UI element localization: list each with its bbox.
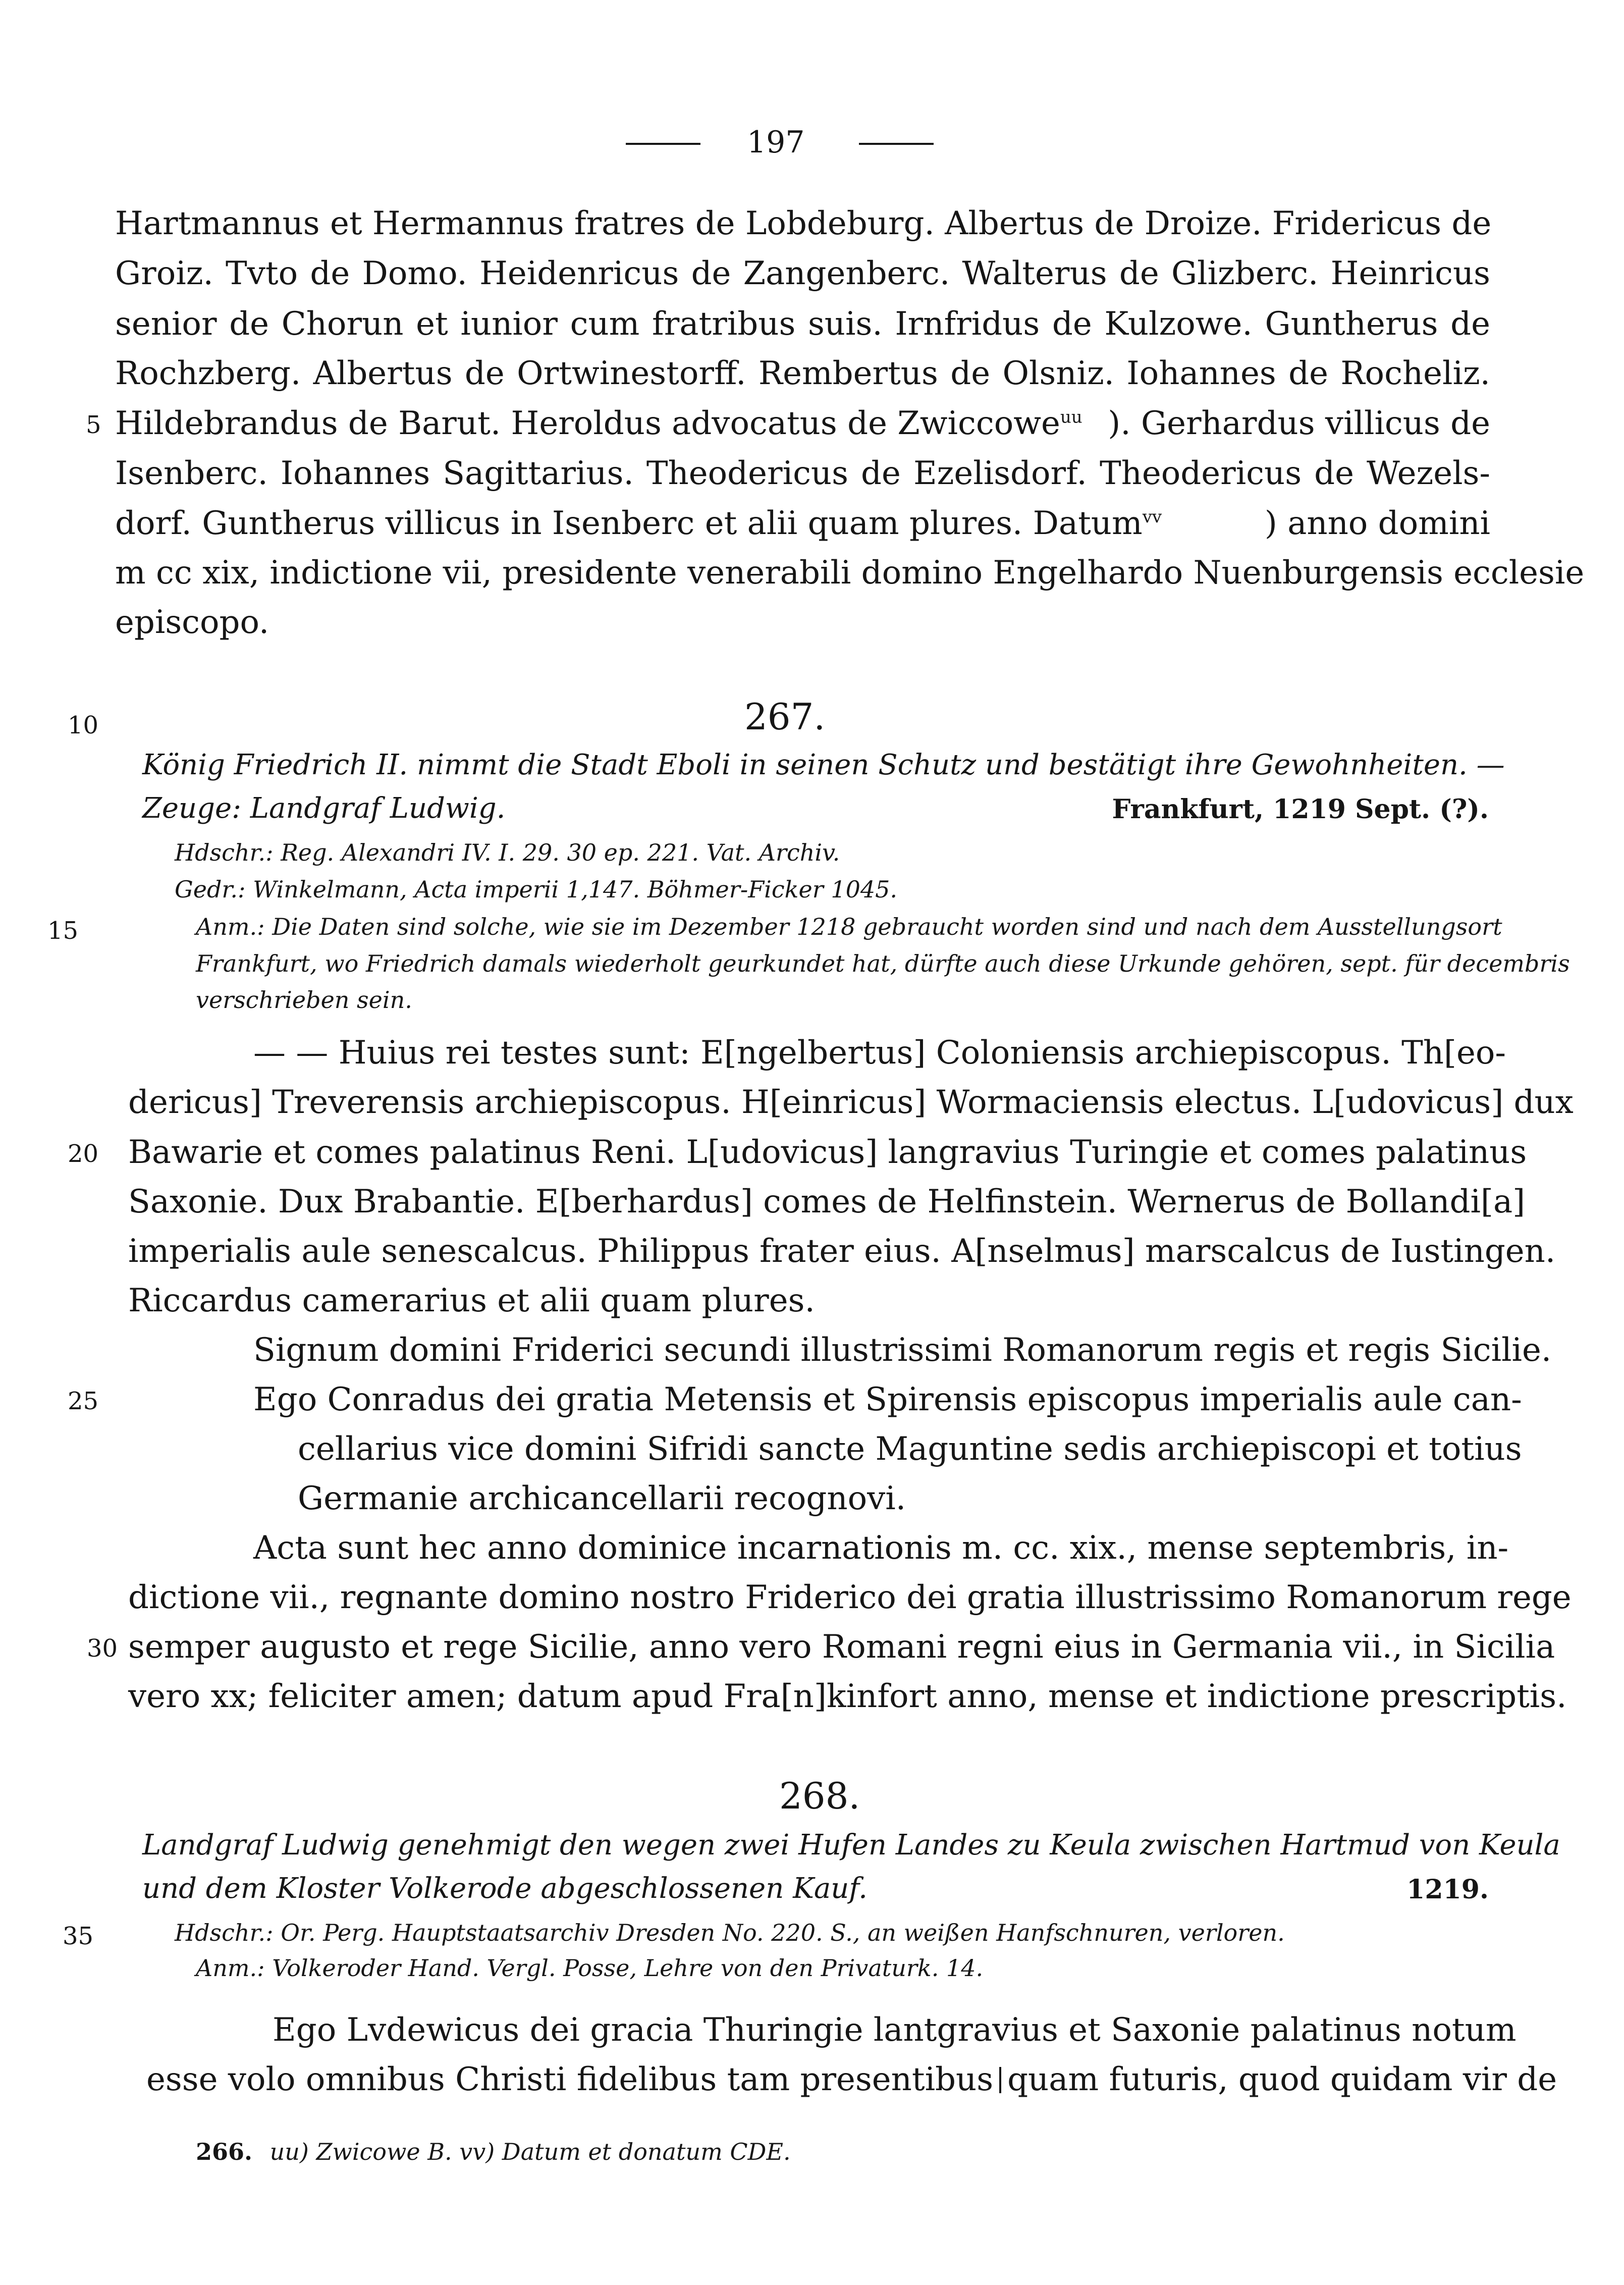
line-number: 30 [87, 1634, 118, 1663]
text-line [115, 407, 1490, 440]
date: 1219. [1406, 1874, 1489, 1905]
apparatus-note: Frankfurt, wo Friedrich damals wiederholt geurkundet hat, dürfte auch diese Urkunde gehören, sept. für decembris [196, 950, 1570, 977]
text-line: Rochzberg. Albertus de Ortwinestorff. Rembertus de Olsniz. Iohannes de Rocheliz. [115, 355, 1490, 392]
apparatus-note: Anm.: Volkeroder Hand. Vergl. Posse, Lehre von den Privaturk. 14. [196, 1954, 984, 1982]
text-run: esse volo omnibus Christi fidelibus tam presentibus quam futuris, quod quidam vir de [146, 2061, 1557, 2098]
text-line: Hartmannus et Hermannus fratres de Lobdeburg. Albertus de Droize. Fridericus de [115, 205, 1492, 242]
apparatus-note: Anm.: Die Daten sind solche, wie sie im Dezember 1218 gebraucht worden sind und nach dem Ausstellungsort [196, 913, 1502, 940]
text-line: imperialis aule senescalcus. Philippus frater eius. A[nselmus] marscalcus de Iustingen. [128, 1233, 1556, 1270]
line-number: 25 [68, 1387, 99, 1415]
text-line [115, 507, 1490, 540]
text-run: ) anno domini [1264, 505, 1490, 542]
line-number: 20 [68, 1140, 99, 1168]
regest: Zeuge: Landgraf Ludwig. [142, 792, 506, 825]
text-line: Isenberc. Iohannes Sagittarius. Theodericus de Ezelisdorf. Theodericus de Wezels- [115, 455, 1490, 492]
text-line: Riccardus camerarius et alii quam plures. [128, 1282, 815, 1319]
place-date: Frankfurt, 1219 Sept. (?). [1112, 794, 1489, 825]
apparatus-note: Gedr.: Winkelmann, Acta imperii 1,147. Böhmer-Ficker 1045. [175, 876, 898, 903]
line-number: 5 [86, 411, 101, 439]
text-run: ). Gerhardus villicus de [1108, 405, 1490, 442]
footnote-text: uu) Zwicowe B. vv) Datum et donatum CDE. [269, 2138, 791, 2165]
line-number: 15 [47, 917, 79, 945]
text-line: episcopo. [115, 604, 269, 641]
text-line: — — Huius rei testes sunt: E[ngelbertus] Coloniensis archiepiscopus. Th[eo- [253, 1034, 1506, 1072]
regest: König Friedrich II. nimmt die Stadt Eboli in seinen Schutz und bestätigt ihre Gewohnheiten. — [142, 749, 1505, 781]
text-run: dorf. Guntherus villicus in Isenberc et alii quam plures. Datum$^{vv}$ [115, 505, 1162, 542]
document-number: 267. [744, 696, 826, 738]
text-line: Saxonie. Dux Brabantie. E[berhardus] comes de Helfinstein. Wernerus de Bollandi[a] [128, 1183, 1526, 1220]
text-line: Groiz. Tvto de Domo. Heidenricus de Zangenberc. Walterus de Glizberc. Heinricus [115, 255, 1490, 292]
apparatus-note: verschrieben sein. [196, 986, 412, 1014]
footnote-marker: vv [1142, 507, 1162, 527]
apparatus-note: Hdschr.: Reg. Alexandri IV. I. 29. 30 ep. 221. Vat. Archiv. [175, 839, 840, 866]
line-number: 10 [68, 711, 99, 739]
page-break-marker [999, 2067, 1001, 2093]
text-line: dericus] Treverensis archiepiscopus. H[einricus] Wormaciensis electus. L[udovicus] dux [128, 1084, 1574, 1121]
footnote [196, 2140, 791, 2163]
text-line: Signum domini Friderici secundi illustrissimi Romanorum regis et regis Sicilie. [253, 1332, 1552, 1369]
regest: Landgraf Ludwig genehmigt den wegen zwei Hufen Landes zu Keula zwischen Hartmud von Keula [142, 1829, 1560, 1862]
text-line: semper augusto et rege Sicilie, anno vero Romani regni eius in Germania vii., in Sicilia [128, 1628, 1555, 1666]
text-line: Ego Lvdewicus dei gracia Thuringie lantgravius et Saxonie palatinus notum [273, 2011, 1517, 2049]
footnote-marker: uu [1060, 407, 1082, 428]
text-line: m cc xix, indictione vii, presidente venerabili domino Engelhardo Nuenburgensis ecclesie [115, 554, 1585, 592]
text-run: Hildebrandus de Barut. Heroldus advocatus de Zwiccowe$^{uu}$ [115, 405, 1082, 442]
text-line: vero xx; feliciter amen; datum apud Fra[n]kinfort anno, mense et indictione prescriptis. [128, 1678, 1567, 1715]
line-number: 35 [63, 1922, 94, 1950]
apparatus-note: Hdschr.: Or. Perg. Hauptstaatsarchiv Dresden No. 220. S., an weißen Hanfschnuren, verloren. [175, 1919, 1285, 1946]
page-number: 197 [747, 125, 805, 160]
header-dash-left [626, 143, 700, 145]
text-line: Germanie archicancellarii recognovi. [298, 1480, 906, 1517]
document-number: 268. [779, 1775, 860, 1817]
text-line [146, 2061, 1557, 2098]
regest: und dem Kloster Volkerode abgeschlossenen Kauf. [142, 1872, 868, 1905]
header-dash-right [859, 143, 934, 145]
text-line: senior de Chorun et iunior cum fratribus suis. Irnfridus de Kulzowe. Guntherus de [115, 305, 1490, 343]
text-line: Ego Conradus dei gratia Metensis et Spirensis episcopus imperialis aule can- [253, 1381, 1522, 1418]
text-line: Bawarie et comes palatinus Reni. L[udovicus] langravius Turingie et comes palatinus [128, 1134, 1527, 1171]
text-line: cellarius vice domini Sifridi sancte Maguntine sedis archiepiscopi et totius [298, 1430, 1522, 1468]
text-line: Acta sunt hec anno dominice incarnationis m. cc. xix., mense septembris, in- [253, 1529, 1509, 1567]
footnote-ref: 266. [196, 2138, 253, 2165]
text-line: dictione vii., regnante domino nostro Friderico dei gratia illustrissimo Romanorum rege [128, 1579, 1572, 1616]
